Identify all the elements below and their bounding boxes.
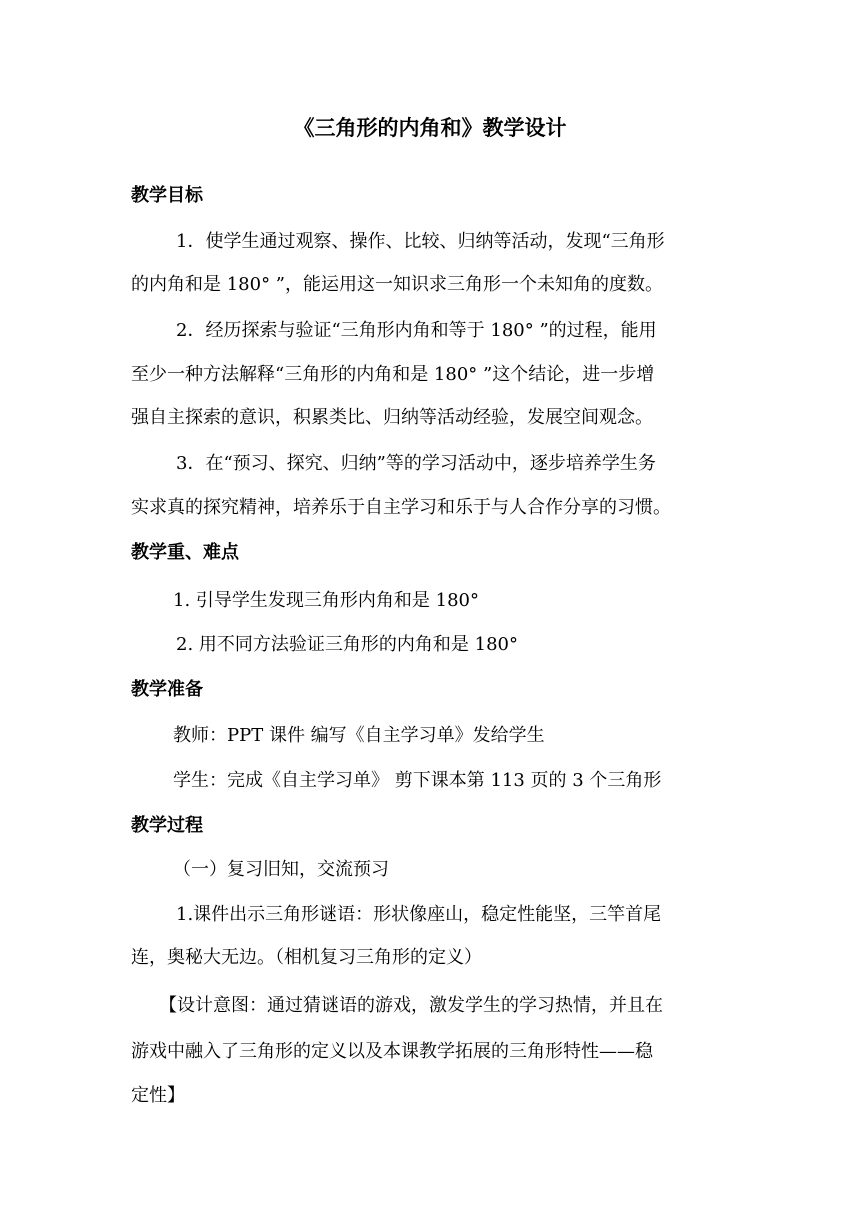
objective-2-line-3: 强自主探索的意识，积累类比、归纳等活动经验，发展空间观念。	[131, 407, 653, 428]
objective-3-line-2: 实求真的探究精神，培养乐于自主学习和乐于与人合作分享的习惯。	[131, 497, 671, 518]
process-subheading-1: （一）复习旧知，交流预习	[173, 859, 389, 880]
objective-1-line-2: 的内角和是 180° ”，能运用这一知识求三角形一个未知角的度数。	[131, 274, 663, 295]
key-point-1: 1. 引导学生发现三角形内角和是 180°	[173, 590, 479, 611]
preparation-student: 学生：完成《自主学习单》 剪下课本第 113 页的 3 个三角形	[173, 770, 662, 791]
design-intent-line-3: 定性】	[131, 1085, 185, 1106]
key-point-2: 2. 用不同方法验证三角形的内角和是 180°	[176, 634, 518, 655]
design-intent-line-1: 【设计意图：通过猜谜语的游戏，激发学生的学习热情，并且在	[159, 995, 663, 1016]
objective-1-line-1: 1．使学生通过观察、操作、比较、归纳等活动，发现“三角形	[176, 231, 665, 252]
objective-2-line-1: 2．经历探索与验证“三角形内角和等于 180° ”的过程，能用	[176, 320, 657, 341]
heading-key-points: 教学重、难点	[131, 542, 239, 563]
heading-preparation: 教学准备	[131, 679, 203, 700]
objective-2-line-2: 至少一种方法解释“三角形的内角和是 180° ”这个结论，进一步增	[131, 364, 655, 385]
process-step-1-line-1: 1.课件出示三角形谜语：形状像座山，稳定性能坚，三竿首尾	[176, 904, 662, 925]
design-intent-line-2: 游戏中融入了三角形的定义以及本课教学拓展的三角形特性——稳	[131, 1041, 653, 1062]
preparation-teacher: 教师：PPT 课件 编写《自主学习单》发给学生	[173, 725, 545, 746]
document-title: 《三角形的内角和》教学设计	[293, 116, 567, 140]
process-step-1-line-2: 连，奥秘大无边。（相机复习三角形的定义）	[131, 947, 482, 968]
heading-process: 教学过程	[131, 815, 203, 836]
heading-objectives: 教学目标	[131, 185, 203, 206]
objective-3-line-1: 3．在“预习、探究、归纳”等的学习活动中，逐步培养学生务	[176, 453, 656, 474]
